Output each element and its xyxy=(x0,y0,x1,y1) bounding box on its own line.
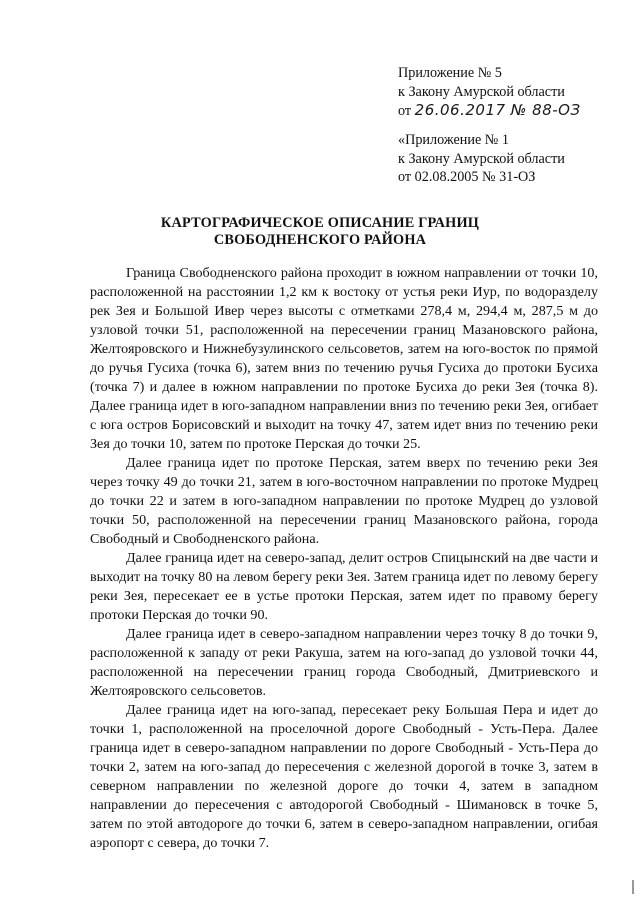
paragraph-1: Граница Свободненского района проходит в южном направлении от точки 10, расположенной на расстоянии 1,2 км к востоку от устья реки Иур, по водоразделу рек Зея и Большой Ивер через высоты с отметками 278,4 м, 294,4 м, 287,5 м до узловой точки 51, расположенной на пересечении границ Мазановского района, Желтояровского и Нижнебузулинского сельсоветов, затем на юго-восток по прямой до ручья Гусиха (точка 6), затем вниз по течению ручья Гусиха до протоки Бусиха (точка 7) и далее в южном направлении по протоке Бусиха до реки Зея (точка 8). Далее граница идет в юго-западном направлении вниз по течению реки Зея, огибает с юга остров Борисовский и выходит на точку 47, затем идет вниз по течению реки Зея до точки 10, затем по протоке Перская до точки 25. xyxy=(90,265,598,452)
appendix-previous-law: к Закону Амурской области xyxy=(398,150,565,167)
handwritten-date-number: 26.06.2017 № 88-ОЗ xyxy=(414,101,581,119)
appendix-current-date-prefix: от xyxy=(398,103,412,119)
title-line-1: КАРТОГРАФИЧЕСКОЕ ОПИСАНИЕ ГРАНИЦ xyxy=(160,215,480,231)
appendix-previous-date: от 02.08.2005 № 31-ОЗ xyxy=(398,169,536,185)
title-line-2: СВОБОДНЕНСКОГО РАЙОНА xyxy=(213,232,427,248)
document-title xyxy=(100,215,540,249)
paragraph-3: Далее граница идет на северо-запад, делит остров Спицынский на две части и выходит на точку 80 на левом берегу реки Зея. Затем граница идет по левому берегу реки Зея, пересекает ее в устье протоки Перская, затем идет по правому берегу протоки Перская до точки 90. xyxy=(90,550,598,623)
scan-edge-mark xyxy=(632,880,634,894)
appendix-current-law: к Закону Амурской области xyxy=(398,83,565,100)
appendix-previous-header xyxy=(398,131,565,187)
document-body xyxy=(90,264,598,853)
paragraph-5: Далее граница идет на юго-запад, пересекает реку Большая Пера и идет до точки 1, расположенной на проселочной дороге Свободный - Усть-Пера. Далее граница идет в северо-западном направлении по дороге Свободный - Усть-Пера до точки 2, затем на юго-запад до пересечения с железной дорогой в точке 3, затем в северном направлении по железной дороге до точки 4, затем в западном направлении до пересечения с автодорогой Свободный - Шимановск в точке 5, затем по этой автодороге до точки 6, затем в северо-западном направлении, огибая аэропорт с севера, до точки 7. xyxy=(90,702,598,851)
paragraph-2: Далее граница идет по протоке Перская, затем вверх по течению реки Зея через точку 49 до точки 21, затем в юго-восточном направлении по протоке Мудрец до точки 22 и затем в юго-западном направлении по протоке Мудрец до узловой точки 50, расположенной на пересечении границ Мазановского района, города Свободный и Свободненского района. xyxy=(90,455,598,547)
appendix-current-number: Приложение № 5 xyxy=(398,65,502,81)
paragraph-4: Далее граница идет в северо-западном направлении через точку 8 до точки 9, расположенной к западу от реки Ракуша, затем на юго-запад до узловой точки 44, расположенной на пересечении границ города Свободный, Дмитриевского и Желтояровского сельсоветов. xyxy=(90,626,598,699)
appendix-current-date xyxy=(398,101,581,121)
appendix-current-header xyxy=(398,64,581,121)
appendix-previous-number: «Приложение № 1 xyxy=(398,132,509,148)
